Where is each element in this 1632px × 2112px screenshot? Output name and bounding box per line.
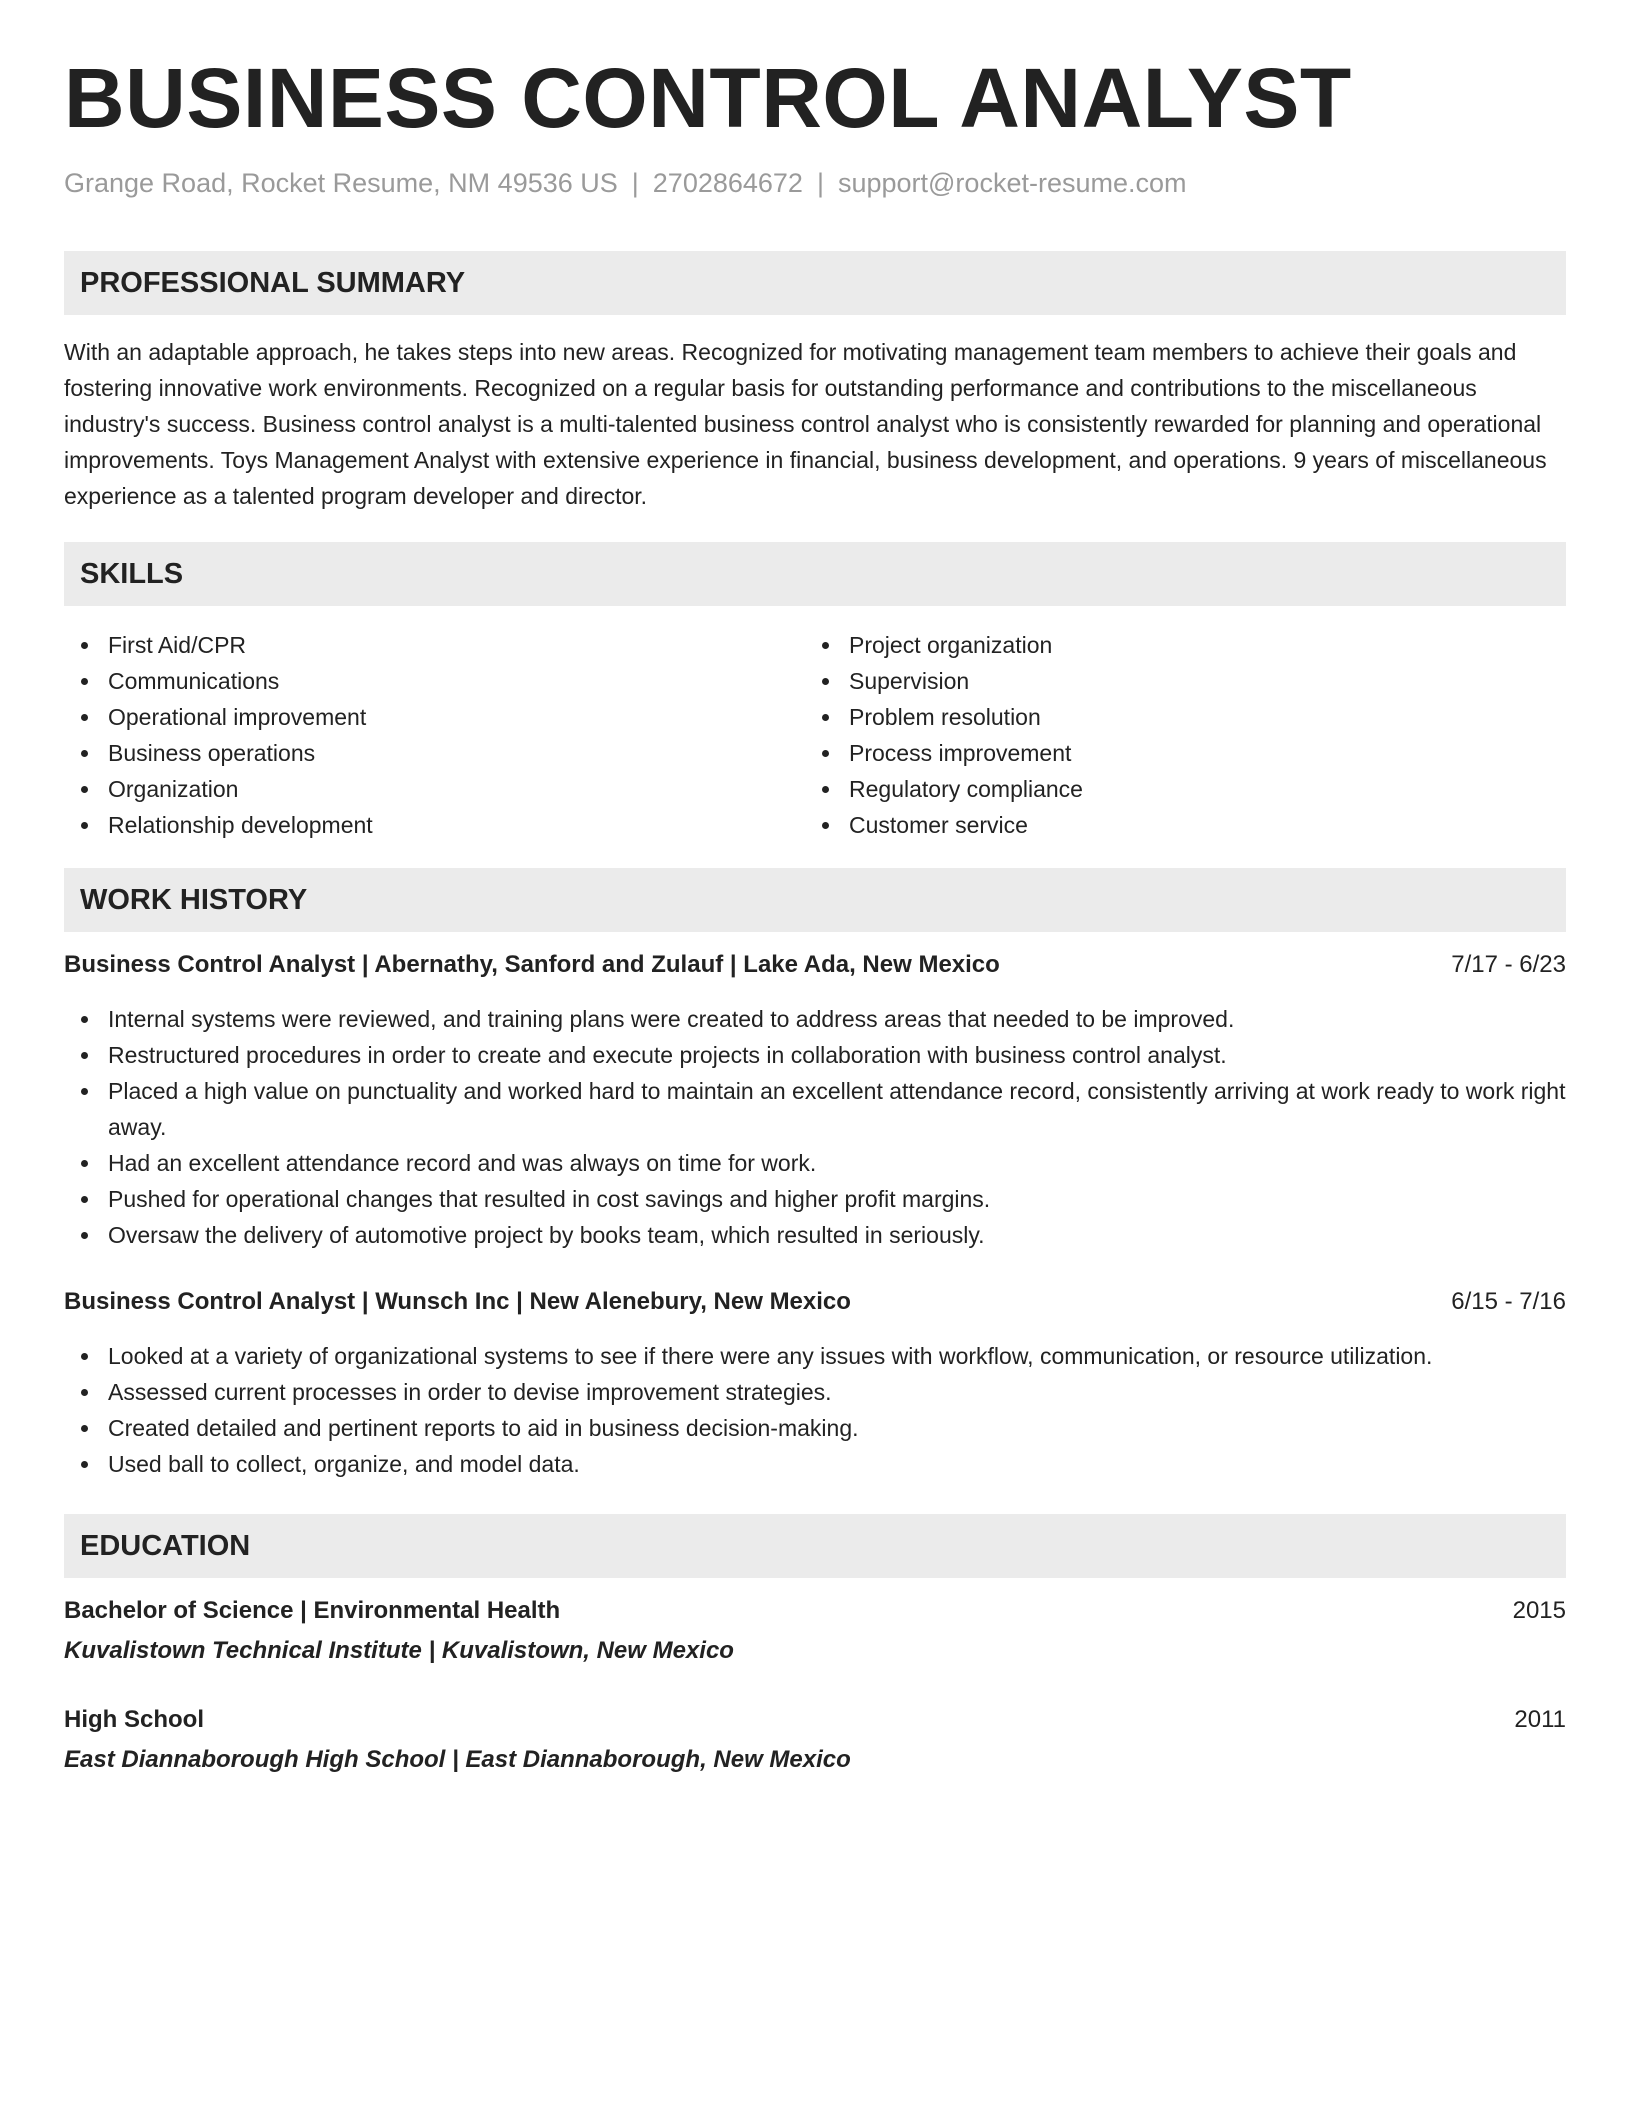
contact-address: Grange Road, Rocket Resume, NM 49536 US (64, 168, 618, 198)
education-degree: Bachelor of Science | Environmental Health (64, 1597, 561, 1624)
contact-line (64, 168, 1187, 199)
section-header-education (64, 1514, 1566, 1578)
job-bullets (64, 1338, 1566, 1482)
skills-list-left (64, 627, 794, 843)
job-bullet: Internal systems were reviewed, and training plans were created to address areas that needed to be improved. (64, 1001, 1566, 1037)
contact-separator: | (816, 168, 824, 198)
job-bullets (64, 1001, 1566, 1253)
section-title: WORK HISTORY (80, 883, 308, 916)
education-year: 2015 (1512, 1597, 1566, 1624)
section-title: SKILLS (80, 557, 184, 590)
job-bullet: Restructured procedures in order to create and execute projects in collaboration with business control analyst. (64, 1037, 1566, 1073)
section-header-summary (64, 251, 1566, 315)
education-header (64, 1702, 1566, 1738)
skill-item: Problem resolution (805, 699, 1566, 735)
job-bullet: Oversaw the delivery of automotive project by books team, which resulted in seriously. (64, 1217, 1566, 1253)
section-header-work-history (64, 868, 1566, 932)
skill-item: Supervision (805, 663, 1566, 699)
skill-item: First Aid/CPR (64, 627, 794, 663)
job-dates: 6/15 - 7/16 (1451, 1288, 1566, 1315)
job-bullet: Pushed for operational changes that resulted in cost savings and higher profit margins. (64, 1181, 1566, 1217)
education-degree: High School (64, 1706, 204, 1733)
skill-item: Organization (64, 771, 794, 807)
job-header (64, 1284, 1566, 1320)
skill-item: Process improvement (805, 735, 1566, 771)
contact-separator: | (631, 168, 639, 198)
section-title: PROFESSIONAL SUMMARY (80, 266, 466, 299)
education-year: 2011 (1514, 1706, 1566, 1733)
contact-email[interactable]: support@rocket-resume.com (837, 168, 1187, 198)
section-header-skills (64, 542, 1566, 606)
job-bullet: Created detailed and pertinent reports to aid in business decision-making. (64, 1410, 1566, 1446)
job-title: Business Control Analyst | Wunsch Inc | New Alenebury, New Mexico (64, 1288, 851, 1315)
education-header (64, 1593, 1566, 1629)
contact-phone: 2702864672 (652, 168, 803, 198)
skill-item: Business operations (64, 735, 794, 771)
job-bullet: Had an excellent attendance record and was always on time for work. (64, 1145, 1566, 1181)
education-school: Kuvalistown Technical Institute | Kuvalistown, New Mexico (64, 1637, 734, 1664)
job-title: Business Control Analyst | Abernathy, Sanford and Zulauf | Lake Ada, New Mexico (64, 951, 1000, 978)
skill-item: Project organization (805, 627, 1566, 663)
skill-item: Communications (64, 663, 794, 699)
job-bullet: Used ball to collect, organize, and model data. (64, 1446, 1566, 1482)
job-bullet: Placed a high value on punctuality and worked hard to maintain an excellent attendance record, consistently arriving at work ready to work right away. (64, 1073, 1566, 1145)
skill-item: Customer service (805, 807, 1566, 843)
summary-text: With an adaptable approach, he takes steps into new areas. Recognized for motivating management team members to achieve their goals and fostering innovative work environments. Recognized on a regular basis for outstanding performance and contributions to the miscellaneous industry's success. Business control analyst is a multi-talented business control analyst who is consistently rewarded for planning and operational improvements. Toys Management Analyst with extensive experience in financial, business development, and operations. 9 years of miscellaneous experience as a talented program developer and director. (64, 339, 1547, 509)
job-bullet: Assessed current processes in order to devise improvement strategies. (64, 1374, 1566, 1410)
skills-list-right (805, 627, 1566, 843)
skill-item: Relationship development (64, 807, 794, 843)
skill-item: Operational improvement (64, 699, 794, 735)
job-bullet: Looked at a variety of organizational systems to see if there were any issues with workflow, communication, or resource utilization. (64, 1338, 1566, 1374)
education-school: East Diannaborough High School | East Diannaborough, New Mexico (64, 1746, 851, 1773)
job-dates: 7/17 - 6/23 (1451, 951, 1566, 978)
section-title: EDUCATION (80, 1529, 251, 1562)
resume-title: BUSINESS CONTROL ANALYST (64, 51, 1352, 145)
job-header (64, 947, 1566, 983)
skill-item: Regulatory compliance (805, 771, 1566, 807)
